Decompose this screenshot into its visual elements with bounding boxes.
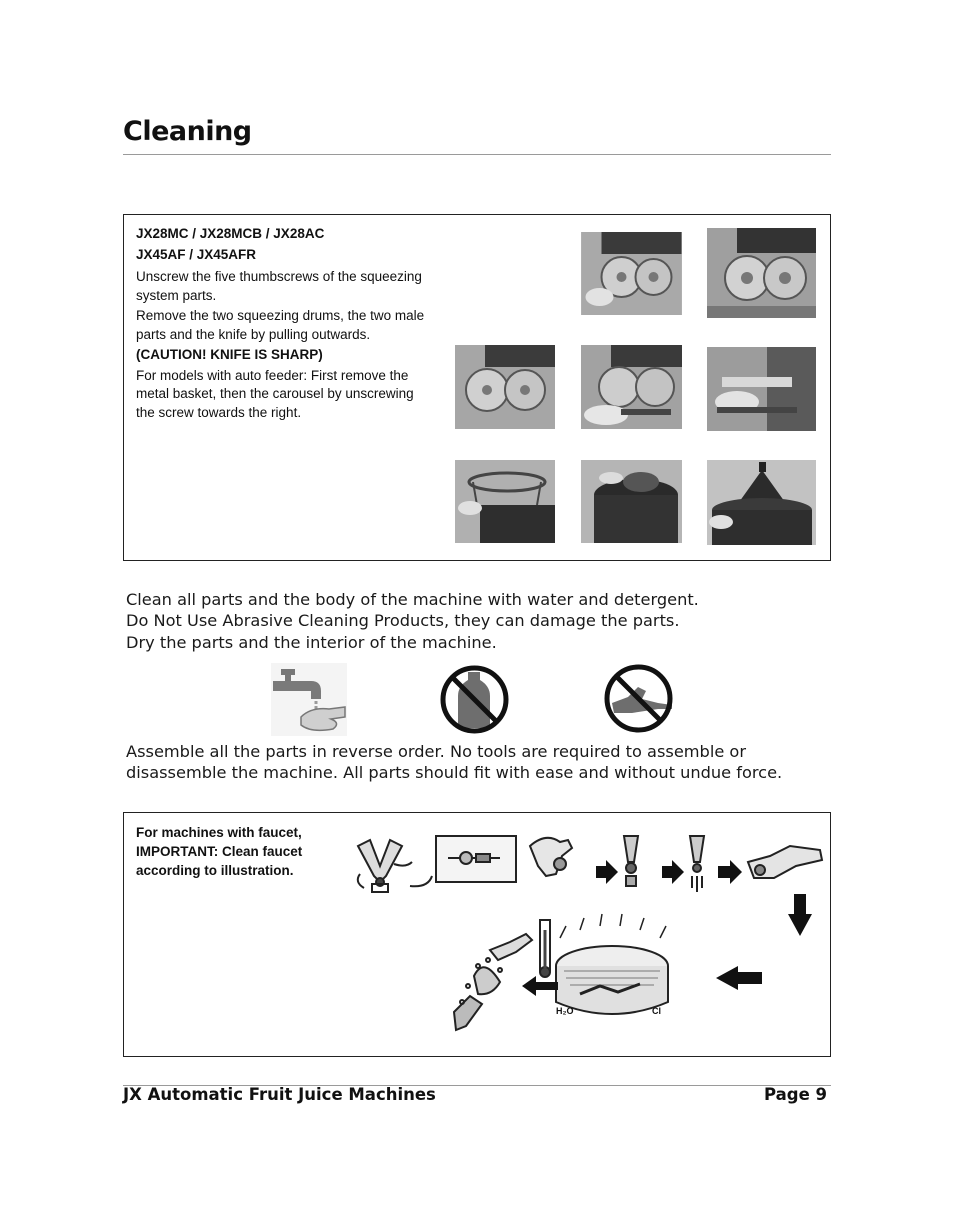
faucet-note-line-3: according to illustration.: [136, 863, 294, 878]
no-water-jet-icon: [602, 663, 675, 734]
photo-drums-front: [707, 228, 816, 318]
models-line-2: JX45AF / JX45AFR: [136, 246, 257, 262]
cleaning-line-1: Clean all parts and the body of the machine with water and detergent.: [126, 590, 699, 609]
photo-unscrew-carousel: [707, 460, 816, 545]
photo-remove-knife: [581, 345, 682, 429]
models-line-1: JX28MC / JX28MCB / JX28AC: [136, 226, 325, 241]
h2o-label: H₂O: [556, 1006, 574, 1016]
page-number: Page 9: [763, 1085, 827, 1104]
step-unscrew-thumbscrews: Unscrew the five thumbscrews of the squeezing system parts.: [136, 269, 422, 303]
assembly-line-2: disassemble the machine. All parts should fit with ease and without undue force.: [126, 763, 783, 783]
cleaning-line-3: Dry the parts and the interior of the machine.: [126, 632, 497, 652]
faucet-note-line-2: IMPORTANT: Clean faucet: [136, 844, 303, 859]
page-title: Cleaning: [123, 116, 252, 147]
hand-washing-icon: [271, 663, 347, 736]
photo-drums-left: [455, 345, 555, 429]
photo-remove-carousel: [581, 460, 682, 543]
assembly-instructions: [126, 741, 782, 784]
faucet-note: [136, 823, 326, 880]
step-remove-drums: Remove the two squeezing drums, the two male parts and the knife by pulling outwards.: [136, 308, 425, 342]
photo-remove-male-parts: [707, 347, 816, 431]
step-auto-feeder: For models with auto feeder: First remove the metal basket, then the carousel by unscrewing the screw towards the right.: [136, 367, 414, 420]
cleaning-line-2: Do Not Use Abrasive Cleaning Products, they can damage the parts.: [126, 611, 680, 631]
cleaning-instructions: [126, 589, 699, 653]
photo-remove-basket: [455, 460, 555, 543]
title-divider: [123, 154, 831, 155]
knife-caution: (CAUTION! KNIFE IS SHARP): [136, 347, 323, 362]
photo-thumbscrews: [581, 232, 682, 315]
faucet-cleaning-illustration: [350, 826, 828, 1048]
chlorine-label: Cl: [652, 1006, 661, 1016]
faucet-note-line-1: For machines with faucet,: [136, 825, 302, 840]
disassembly-instructions: [136, 225, 426, 424]
no-abrasive-bottle-icon: [438, 664, 511, 735]
assembly-line-1: Assemble all the parts in reverse order. No tools are required to assemble or: [126, 742, 746, 761]
footer-product-name: JX Automatic Fruit Juice Machines: [123, 1085, 436, 1104]
